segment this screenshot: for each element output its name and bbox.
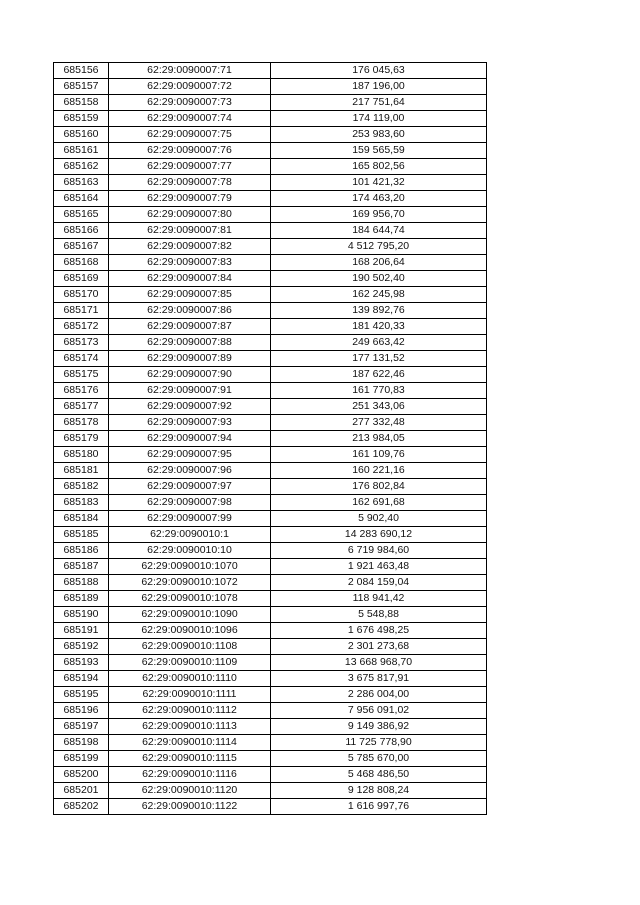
row-number-cell: 685188: [54, 575, 109, 591]
row-number-cell: 685196: [54, 703, 109, 719]
row-number-cell: 685177: [54, 399, 109, 415]
row-number-cell: 685192: [54, 639, 109, 655]
table-row: [54, 223, 487, 239]
table-row: [54, 575, 487, 591]
cadastral-number-cell: 62:29:0090007:90: [109, 367, 271, 383]
cadastral-number-cell: 62:29:0090007:86: [109, 303, 271, 319]
row-number-cell: 685168: [54, 255, 109, 271]
row-number-cell: 685174: [54, 351, 109, 367]
table-row: [54, 415, 487, 431]
cadastral-number-cell: 62:29:0090007:76: [109, 143, 271, 159]
cadastral-number-cell: 62:29:0090007:83: [109, 255, 271, 271]
row-number-cell: 685160: [54, 127, 109, 143]
value-cell: 9 149 386,92: [271, 719, 487, 735]
row-number-cell: 685169: [54, 271, 109, 287]
value-cell: 162 245,98: [271, 287, 487, 303]
row-number-cell: 685200: [54, 767, 109, 783]
cadastral-number-cell: 62:29:0090010:1116: [109, 767, 271, 783]
table-row: [54, 511, 487, 527]
table-row: [54, 655, 487, 671]
table-row: [54, 383, 487, 399]
table-row: [54, 687, 487, 703]
table-row: [54, 607, 487, 623]
table-row: [54, 479, 487, 495]
table-row: [54, 559, 487, 575]
row-number-cell: 685181: [54, 463, 109, 479]
value-cell: 161 109,76: [271, 447, 487, 463]
cadastral-number-cell: 62:29:0090007:82: [109, 239, 271, 255]
value-cell: 101 421,32: [271, 175, 487, 191]
table-row: [54, 527, 487, 543]
row-number-cell: 685195: [54, 687, 109, 703]
value-cell: 177 131,52: [271, 351, 487, 367]
row-number-cell: 685185: [54, 527, 109, 543]
value-cell: 118 941,42: [271, 591, 487, 607]
row-number-cell: 685175: [54, 367, 109, 383]
value-cell: 187 622,46: [271, 367, 487, 383]
table-row: [54, 799, 487, 815]
table-row: [54, 351, 487, 367]
cadastral-number-cell: 62:29:0090007:88: [109, 335, 271, 351]
value-cell: 160 221,16: [271, 463, 487, 479]
cadastral-number-cell: 62:29:0090007:78: [109, 175, 271, 191]
table-row: [54, 639, 487, 655]
cadastral-number-cell: 62:29:0090007:97: [109, 479, 271, 495]
table-row: [54, 319, 487, 335]
row-number-cell: 685164: [54, 191, 109, 207]
table-row: [54, 239, 487, 255]
table-row: [54, 399, 487, 415]
cadastral-number-cell: 62:29:0090010:1113: [109, 719, 271, 735]
cadastral-number-cell: 62:29:0090010:1112: [109, 703, 271, 719]
table-row: [54, 463, 487, 479]
table-row: [54, 495, 487, 511]
cadastral-number-cell: 62:29:0090007:89: [109, 351, 271, 367]
table-row: [54, 431, 487, 447]
row-number-cell: 685183: [54, 495, 109, 511]
value-cell: 161 770,83: [271, 383, 487, 399]
row-number-cell: 685191: [54, 623, 109, 639]
table-row: [54, 271, 487, 287]
row-number-cell: 685184: [54, 511, 109, 527]
row-number-cell: 685156: [54, 63, 109, 79]
value-cell: 165 802,56: [271, 159, 487, 175]
cadastral-number-cell: 62:29:0090010:1109: [109, 655, 271, 671]
table-row: [54, 143, 487, 159]
cadastral-number-cell: 62:29:0090007:73: [109, 95, 271, 111]
value-cell: 1 676 498,25: [271, 623, 487, 639]
row-number-cell: 685163: [54, 175, 109, 191]
row-number-cell: 685173: [54, 335, 109, 351]
value-cell: 169 956,70: [271, 207, 487, 223]
cadastral-number-cell: 62:29:0090007:95: [109, 447, 271, 463]
cadastral-number-cell: 62:29:0090007:71: [109, 63, 271, 79]
table-row: [54, 671, 487, 687]
cadastral-number-cell: 62:29:0090007:80: [109, 207, 271, 223]
cadastral-number-cell: 62:29:0090007:77: [109, 159, 271, 175]
cadastral-number-cell: 62:29:0090010:1090: [109, 607, 271, 623]
value-cell: 190 502,40: [271, 271, 487, 287]
cadastral-number-cell: 62:29:0090010:10: [109, 543, 271, 559]
cadastral-number-cell: 62:29:0090010:1: [109, 527, 271, 543]
value-cell: 11 725 778,90: [271, 735, 487, 751]
value-cell: 13 668 968,70: [271, 655, 487, 671]
table-row: [54, 175, 487, 191]
value-cell: 4 512 795,20: [271, 239, 487, 255]
value-cell: 249 663,42: [271, 335, 487, 351]
row-number-cell: 685161: [54, 143, 109, 159]
value-cell: 176 045,63: [271, 63, 487, 79]
row-number-cell: 685193: [54, 655, 109, 671]
table-row: [54, 543, 487, 559]
row-number-cell: 685180: [54, 447, 109, 463]
cadastral-number-cell: 62:29:0090010:1108: [109, 639, 271, 655]
cadastral-number-cell: 62:29:0090007:96: [109, 463, 271, 479]
row-number-cell: 685166: [54, 223, 109, 239]
row-number-cell: 685194: [54, 671, 109, 687]
value-cell: 162 691,68: [271, 495, 487, 511]
value-cell: 6 719 984,60: [271, 543, 487, 559]
value-cell: 14 283 690,12: [271, 527, 487, 543]
cadastral-number-cell: 62:29:0090007:94: [109, 431, 271, 447]
cadastral-number-cell: 62:29:0090007:74: [109, 111, 271, 127]
value-cell: 176 802,84: [271, 479, 487, 495]
value-cell: 5 468 486,50: [271, 767, 487, 783]
table-row: [54, 719, 487, 735]
row-number-cell: 685199: [54, 751, 109, 767]
cadastral-number-cell: 62:29:0090010:1078: [109, 591, 271, 607]
value-cell: 159 565,59: [271, 143, 487, 159]
value-cell: 277 332,48: [271, 415, 487, 431]
cadastral-number-cell: 62:29:0090010:1072: [109, 575, 271, 591]
cadastral-number-cell: 62:29:0090007:92: [109, 399, 271, 415]
value-cell: 139 892,76: [271, 303, 487, 319]
value-cell: 213 984,05: [271, 431, 487, 447]
table-row: [54, 287, 487, 303]
table-row: [54, 95, 487, 111]
row-number-cell: 685197: [54, 719, 109, 735]
cadastral-number-cell: 62:29:0090007:84: [109, 271, 271, 287]
cadastral-number-cell: 62:29:0090007:87: [109, 319, 271, 335]
cadastral-number-cell: 62:29:0090010:1111: [109, 687, 271, 703]
table-row: [54, 159, 487, 175]
value-cell: 184 644,74: [271, 223, 487, 239]
table-row: [54, 303, 487, 319]
table-body: [54, 63, 487, 815]
table-row: [54, 783, 487, 799]
row-number-cell: 685159: [54, 111, 109, 127]
row-number-cell: 685167: [54, 239, 109, 255]
value-cell: 251 343,06: [271, 399, 487, 415]
value-cell: 5 785 670,00: [271, 751, 487, 767]
value-cell: 174 119,00: [271, 111, 487, 127]
table-row: [54, 623, 487, 639]
table-row: [54, 367, 487, 383]
table-row: [54, 751, 487, 767]
cadastral-number-cell: 62:29:0090007:85: [109, 287, 271, 303]
cadastral-number-cell: 62:29:0090010:1122: [109, 799, 271, 815]
cadastral-number-cell: 62:29:0090010:1096: [109, 623, 271, 639]
row-number-cell: 685189: [54, 591, 109, 607]
value-cell: 5 548,88: [271, 607, 487, 623]
cadastral-number-cell: 62:29:0090010:1114: [109, 735, 271, 751]
row-number-cell: 685202: [54, 799, 109, 815]
cadastral-number-cell: 62:29:0090010:1120: [109, 783, 271, 799]
table-row: [54, 735, 487, 751]
cadastral-number-cell: 62:29:0090007:98: [109, 495, 271, 511]
row-number-cell: 685170: [54, 287, 109, 303]
table-row: [54, 767, 487, 783]
row-number-cell: 685176: [54, 383, 109, 399]
value-cell: 174 463,20: [271, 191, 487, 207]
table-row: [54, 335, 487, 351]
row-number-cell: 685182: [54, 479, 109, 495]
table-row: [54, 207, 487, 223]
row-number-cell: 685172: [54, 319, 109, 335]
table-row: [54, 191, 487, 207]
row-number-cell: 685165: [54, 207, 109, 223]
value-cell: 2 084 159,04: [271, 575, 487, 591]
row-number-cell: 685190: [54, 607, 109, 623]
cadastral-number-cell: 62:29:0090007:93: [109, 415, 271, 431]
row-number-cell: 685162: [54, 159, 109, 175]
table-row: [54, 703, 487, 719]
cadastral-number-cell: 62:29:0090007:79: [109, 191, 271, 207]
row-number-cell: 685178: [54, 415, 109, 431]
value-cell: 2 286 004,00: [271, 687, 487, 703]
row-number-cell: 685201: [54, 783, 109, 799]
table-row: [54, 447, 487, 463]
value-cell: 5 902,40: [271, 511, 487, 527]
table-row: [54, 63, 487, 79]
row-number-cell: 685198: [54, 735, 109, 751]
row-number-cell: 685179: [54, 431, 109, 447]
value-cell: 217 751,64: [271, 95, 487, 111]
value-cell: 187 196,00: [271, 79, 487, 95]
table-row: [54, 111, 487, 127]
value-cell: 3 675 817,91: [271, 671, 487, 687]
cadastral-number-cell: 62:29:0090007:72: [109, 79, 271, 95]
value-cell: 7 956 091,02: [271, 703, 487, 719]
row-number-cell: 685158: [54, 95, 109, 111]
table-row: [54, 127, 487, 143]
table-row: [54, 591, 487, 607]
table-row: [54, 255, 487, 271]
value-cell: 181 420,33: [271, 319, 487, 335]
value-cell: 1 616 997,76: [271, 799, 487, 815]
row-number-cell: 685171: [54, 303, 109, 319]
value-cell: 168 206,64: [271, 255, 487, 271]
value-cell: 253 983,60: [271, 127, 487, 143]
value-cell: 1 921 463,48: [271, 559, 487, 575]
table-row: [54, 79, 487, 95]
cadastral-number-cell: 62:29:0090007:81: [109, 223, 271, 239]
cadastral-number-cell: 62:29:0090007:91: [109, 383, 271, 399]
value-cell: 2 301 273,68: [271, 639, 487, 655]
cadastral-number-cell: 62:29:0090010:1110: [109, 671, 271, 687]
cadastral-number-cell: 62:29:0090010:1070: [109, 559, 271, 575]
value-cell: 9 128 808,24: [271, 783, 487, 799]
cadastral-number-cell: 62:29:0090007:75: [109, 127, 271, 143]
cadastral-value-table: [53, 62, 487, 815]
row-number-cell: 685187: [54, 559, 109, 575]
cadastral-number-cell: 62:29:0090007:99: [109, 511, 271, 527]
cadastral-number-cell: 62:29:0090010:1115: [109, 751, 271, 767]
row-number-cell: 685186: [54, 543, 109, 559]
row-number-cell: 685157: [54, 79, 109, 95]
